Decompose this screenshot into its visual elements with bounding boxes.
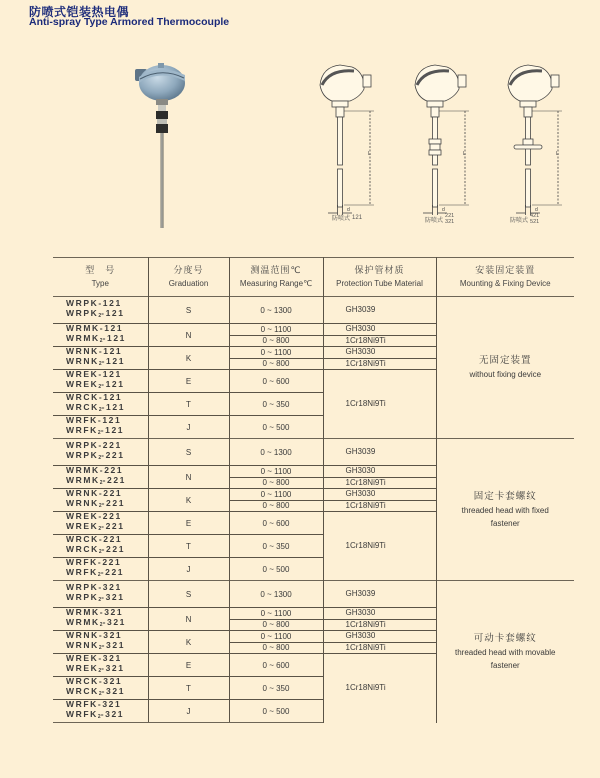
measuring-range-cell: 0 ~ 500 bbox=[229, 700, 323, 723]
measuring-range-cell: 0 ~ 1100 bbox=[229, 608, 323, 620]
page-title-en: Anti-spray Type Armored Thermocouple bbox=[29, 16, 230, 28]
graduation-cell: S bbox=[148, 439, 229, 466]
measuring-range-cell: 0 ~ 800 bbox=[229, 477, 323, 489]
spec-table bbox=[53, 257, 574, 723]
graduation-cell: T bbox=[148, 393, 229, 416]
model-type-cell: WRPK-221 $WRPK_2-221$ bbox=[53, 439, 148, 466]
measuring-range-cell: 0 ~ 800 bbox=[229, 358, 323, 370]
graduation-cell: N bbox=[148, 324, 229, 347]
drawing-caption-121: 防喷式 121 bbox=[332, 214, 363, 222]
model-type-cell: WRCK-221 $WRCK_2-221$ bbox=[53, 535, 148, 558]
measuring-range-cell: 0 ~ 1100 bbox=[229, 466, 323, 478]
measuring-range-cell: 0 ~ 500 bbox=[229, 416, 323, 439]
measuring-range-cell: 0 ~ 600 bbox=[229, 370, 323, 393]
header-graduation: 分度号 Graduation bbox=[148, 258, 229, 297]
header-protection-tube-material: 保护管材质 Protection Tube Material bbox=[323, 258, 436, 297]
measuring-range-cell: 0 ~ 1300 bbox=[229, 439, 323, 466]
graduation-cell: J bbox=[148, 558, 229, 581]
graduation-cell: K bbox=[148, 631, 229, 654]
header-mounting-fixing-device: 安装固定装置 Mounting & Fixing Device bbox=[436, 258, 574, 297]
svg-text:L: L bbox=[463, 151, 466, 157]
material-cell: 1Cr18Ni9Ti bbox=[323, 477, 436, 489]
measuring-range-cell: 0 ~ 800 bbox=[229, 619, 323, 631]
graduation-cell: T bbox=[148, 677, 229, 700]
material-cell: GH3030 bbox=[323, 489, 436, 501]
measuring-range-cell: 0 ~ 350 bbox=[229, 393, 323, 416]
drawing-type-221-321 bbox=[405, 55, 485, 235]
drawing-caption-421-521: 防喷式 421 521 bbox=[510, 213, 540, 225]
measuring-range-cell: 0 ~ 1100 bbox=[229, 347, 323, 359]
svg-text:L: L bbox=[368, 151, 371, 157]
drawing-type-421-521 bbox=[498, 55, 578, 235]
measuring-range-cell: 0 ~ 800 bbox=[229, 500, 323, 512]
thermocouple-photo bbox=[100, 55, 220, 245]
model-type-cell: WREK-121 $WREK_2-121$ bbox=[53, 370, 148, 393]
material-cell: GH3030 bbox=[323, 347, 436, 359]
header-measuring-range: 测温范围℃ Measuring Range℃ bbox=[229, 258, 323, 297]
graduation-cell: E bbox=[148, 512, 229, 535]
graduation-cell: S bbox=[148, 297, 229, 324]
measuring-range-cell: 0 ~ 1300 bbox=[229, 581, 323, 608]
material-cell: 1Cr18Ni9Ti bbox=[323, 642, 436, 654]
material-cell: 1Cr18Ni9Ti bbox=[323, 500, 436, 512]
measuring-range-cell: 0 ~ 1100 bbox=[229, 631, 323, 643]
mounting-device-cell: 固定卡套螺纹 threaded head with fixed fastener bbox=[436, 439, 574, 581]
graduation-cell: J bbox=[148, 416, 229, 439]
svg-text:d: d bbox=[347, 207, 350, 213]
drawing-caption-221-321: 防喷式 221 321 bbox=[425, 213, 455, 225]
material-cell: GH3039 bbox=[323, 581, 436, 608]
model-type-cell: WRNK-221 $WRNK_2-221$ bbox=[53, 489, 148, 512]
model-type-cell: WRMK-121 $WRMK_2-121$ bbox=[53, 324, 148, 347]
model-type-cell: WRNK-121 $WRNK_2-121$ bbox=[53, 347, 148, 370]
material-cell-shared: 1Cr18Ni9Ti bbox=[323, 654, 436, 723]
measuring-range-cell: 0 ~ 800 bbox=[229, 335, 323, 347]
mounting-device-cell: 可动卡套螺纹 threaded head with movable fastener bbox=[436, 581, 574, 723]
model-type-cell: WRCK-121 $WRCK_2-121$ bbox=[53, 393, 148, 416]
material-cell: GH3030 bbox=[323, 324, 436, 336]
material-cell: 1Cr18Ni9Ti bbox=[323, 619, 436, 631]
measuring-range-cell: 0 ~ 600 bbox=[229, 654, 323, 677]
graduation-cell: T bbox=[148, 535, 229, 558]
svg-text:L: L bbox=[556, 151, 559, 157]
measuring-range-cell: 0 ~ 1100 bbox=[229, 489, 323, 501]
table-row bbox=[53, 581, 574, 608]
model-type-cell: WRFK-321 $WRFK_2-321$ bbox=[53, 700, 148, 723]
material-cell-shared: 1Cr18Ni9Ti bbox=[323, 512, 436, 581]
measuring-range-cell: 0 ~ 350 bbox=[229, 535, 323, 558]
table-header-row bbox=[53, 258, 574, 297]
material-cell: GH3039 bbox=[323, 297, 436, 324]
graduation-cell: K bbox=[148, 489, 229, 512]
measuring-range-cell: 0 ~ 350 bbox=[229, 677, 323, 700]
model-type-cell: WRPK-121 $WRPK_2-121$ bbox=[53, 297, 148, 324]
measuring-range-cell: 0 ~ 800 bbox=[229, 642, 323, 654]
model-type-cell: WRPK-321 $WRPK_2-321$ bbox=[53, 581, 148, 608]
measuring-range-cell: 0 ~ 1100 bbox=[229, 324, 323, 336]
graduation-cell: N bbox=[148, 466, 229, 489]
model-type-cell: WRMK-321 $WRMK_2-321$ bbox=[53, 608, 148, 631]
graduation-cell: E bbox=[148, 370, 229, 393]
graduation-cell: N bbox=[148, 608, 229, 631]
graduation-cell: K bbox=[148, 347, 229, 370]
material-cell-shared: 1Cr18Ni9Ti bbox=[323, 370, 436, 439]
svg-text:d: d bbox=[442, 207, 445, 213]
page-title-zh: 防喷式铠装热电偶 bbox=[29, 5, 130, 19]
graduation-cell: E bbox=[148, 654, 229, 677]
table-row bbox=[53, 439, 574, 466]
measuring-range-cell: 0 ~ 500 bbox=[229, 558, 323, 581]
model-type-cell: WRNK-321 $WRNK_2-321$ bbox=[53, 631, 148, 654]
model-type-cell: WRMK-221 $WRMK_2-221$ bbox=[53, 466, 148, 489]
material-cell: GH3039 bbox=[323, 439, 436, 466]
material-cell: GH3030 bbox=[323, 466, 436, 478]
model-type-cell: WREK-221 $WREK_2-221$ bbox=[53, 512, 148, 535]
svg-text:d: d bbox=[535, 207, 538, 213]
measuring-range-cell: 0 ~ 1300 bbox=[229, 297, 323, 324]
drawing-type-121 bbox=[310, 55, 390, 235]
model-type-cell: WRFK-221 $WRFK_2-221$ bbox=[53, 558, 148, 581]
graduation-cell: J bbox=[148, 700, 229, 723]
header-type: 型 号 Type bbox=[85, 265, 116, 288]
material-cell: GH3030 bbox=[323, 631, 436, 643]
mounting-device-cell: 无固定装置 without fixing device bbox=[436, 297, 574, 439]
table-row bbox=[53, 297, 574, 324]
material-cell: 1Cr18Ni9Ti bbox=[323, 358, 436, 370]
material-cell: GH3030 bbox=[323, 608, 436, 620]
measuring-range-cell: 0 ~ 600 bbox=[229, 512, 323, 535]
graduation-cell: S bbox=[148, 581, 229, 608]
model-type-cell: WRFK-121 $WRFK_2-121$ bbox=[53, 416, 148, 439]
model-type-cell: WRCK-321 $WRCK_2-321$ bbox=[53, 677, 148, 700]
model-type-cell: WREK-321 $WREK_2-321$ bbox=[53, 654, 148, 677]
material-cell: 1Cr18Ni9Ti bbox=[323, 335, 436, 347]
